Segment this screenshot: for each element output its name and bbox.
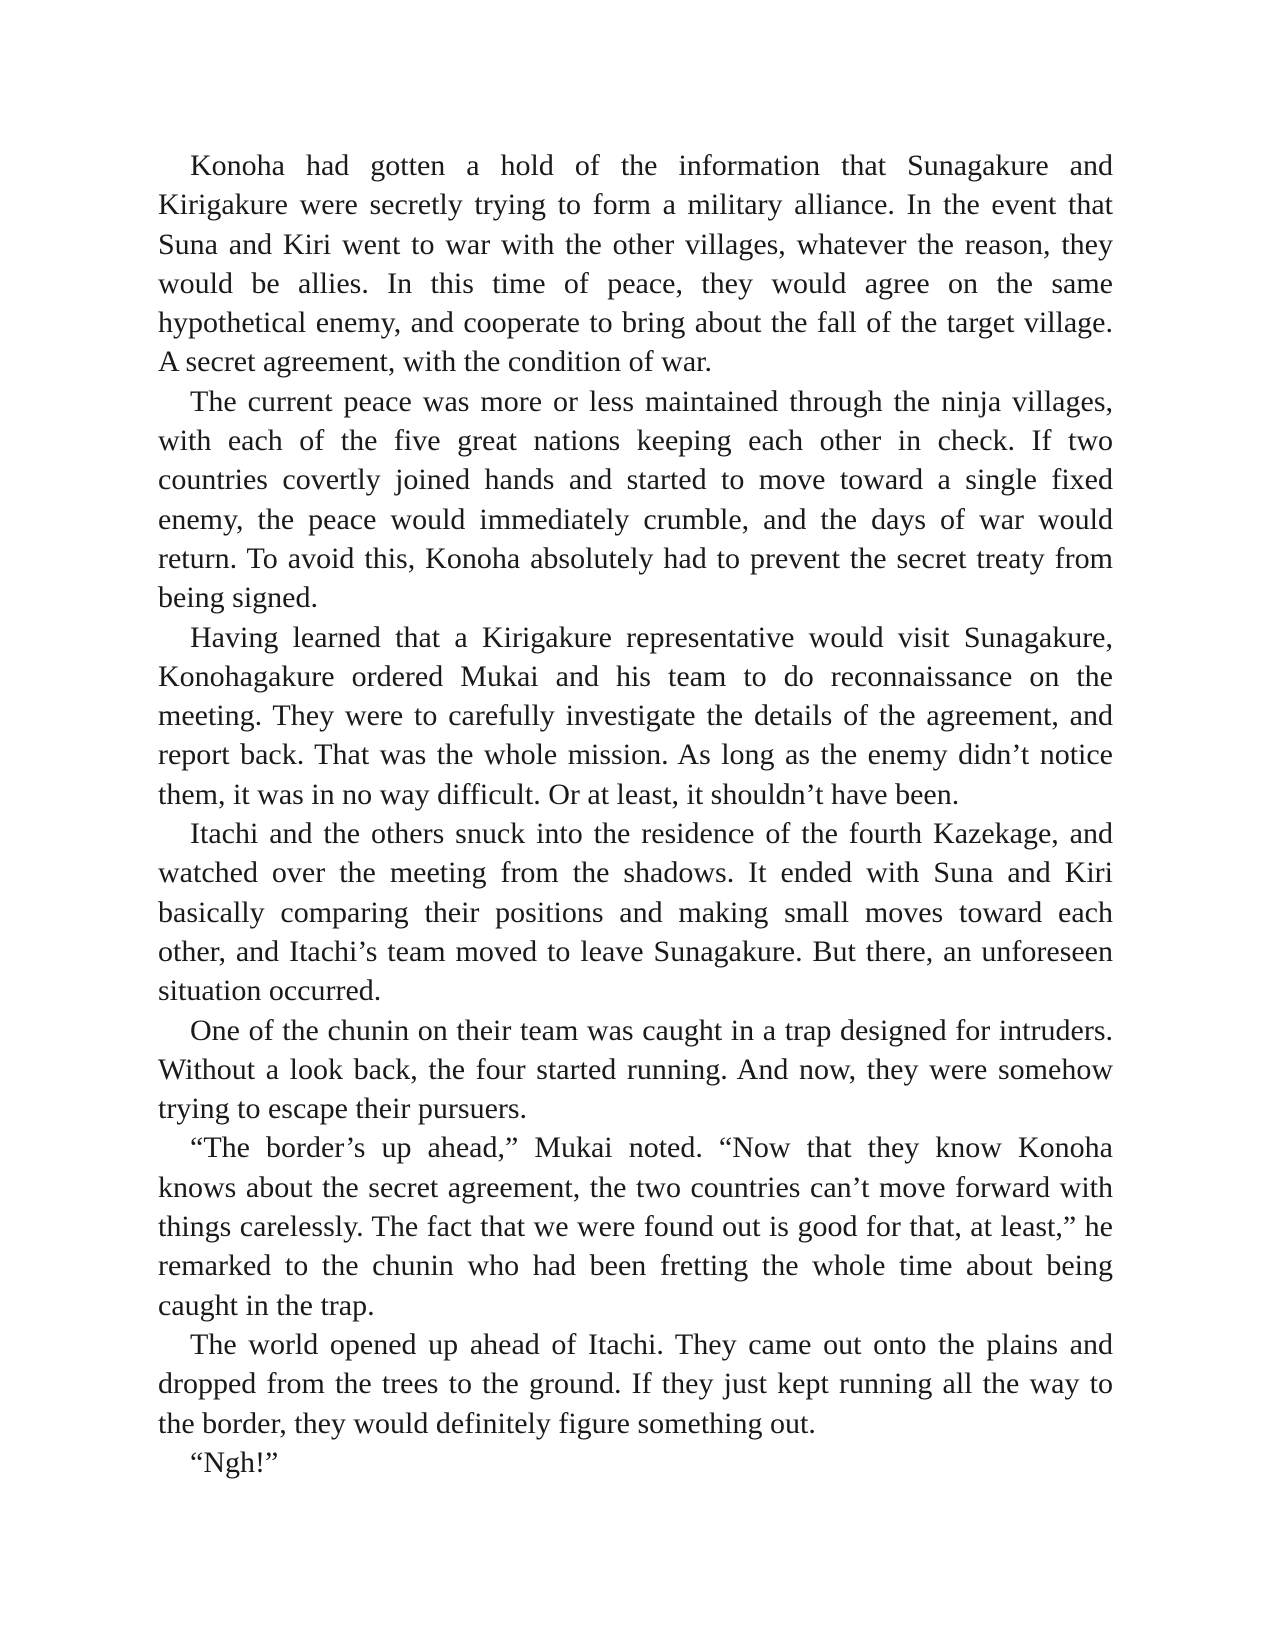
paragraph: Having learned that a Kirigakure representative would visit Sunagakure, Konohagakure ordered Mukai and his team to do reconnaissance on the meeting. They were to carefully investigate the details of the agreement, and report back. That was the whole mission. As long as the enemy didn’t notice them, it was in no way difficult. Or at least, it shouldn’t have been. [158,620,1113,811]
body-text [158,146,1113,1482]
paragraph: Konoha had gotten a hold of the information that Sunagakure and Kirigakure were secretly trying to form a military alliance. In the event that Suna and Kiri went to war with the other villages, whatever the reason, they would be allies. In this time of peace, they would agree on the same hypothetical enemy, and cooperate to bring about the fall of the target village. A secret agreement, with the condition of war. [158,149,1113,379]
paragraph: The world opened up ahead of Itachi. They came out onto the plains and dropped from the trees to the ground. If they just kept running all the way to the border, they would definitely figure something out. [158,1327,1113,1440]
paragraph: The current peace was more or less maintained through the ninja villages, with each of the five great nations keeping each other in check. If two countries covertly joined hands and started to move toward a single fixed enemy, the peace would immediately crumble, and the days of war would return. To avoid this, Konoha absolutely had to prevent the secret treaty from being signed. [158,384,1113,615]
paragraph: “The border’s up ahead,” Mukai noted. “Now that they know Konoha knows about the secret agreement, the two countries can’t move forward with things carelessly. The fact that we were found out is good for that, at least,” he remarked to the chunin who had been fretting the whole time about being caught in the trap. [158,1131,1113,1322]
paragraph: One of the chunin on their team was caught in a trap designed for intruders. Without a look back, the four started running. And now, they were somehow trying to escape their pursuers. [158,1013,1113,1126]
paragraph: Itachi and the others snuck into the residence of the fourth Kazekage, and watched over the meeting from the shadows. It ended with Suna and Kiri basically comparing their positions and making small moves toward each other, and Itachi’s team moved to leave Sunagakure. But there, an unforeseen situation occurred. [158,817,1113,1008]
paragraph: “Ngh!” [190,1445,279,1479]
